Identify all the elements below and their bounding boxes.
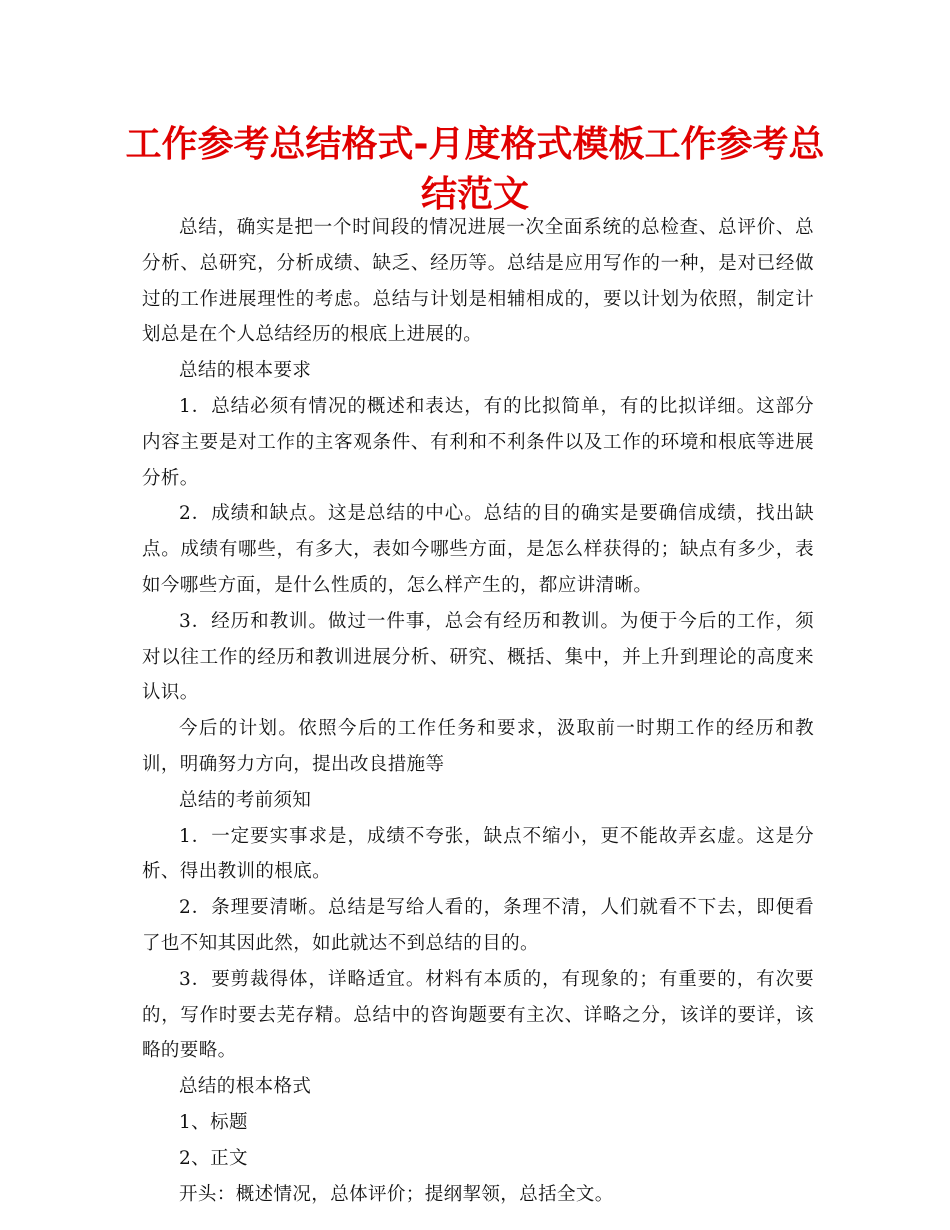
paragraph-intro: 总结，确实是把一个时间段的情况进展一次全面系统的总检查、总评价、总分析、总研究，分析成绩、缺乏、经历等。总结是应用写作的一种，是对已经做过的工作进展理性的考虑。总结与计划是相辅相成的，要以计划为依照，制定计划总是在个人总结经历的根底上进展的。 xyxy=(142,217,814,346)
heading-precautions: 总结的考前须知 xyxy=(179,789,312,811)
paragraph-precaution-3: 3．要剪裁得体，详略适宜。材料有本质的，有现象的；有重要的，有次要的，写作时要去芜存精。总结中的咨询题要有主次、详略之分，该详的要详，该略的要略。 xyxy=(142,968,814,1062)
document-title: 工作参考总结格式-月度格式模板工作参考总结范文 xyxy=(125,124,825,215)
list-item-body: 2、正文 xyxy=(179,1147,248,1169)
list-item-title: 1、标题 xyxy=(179,1111,248,1133)
paragraph-opening: 开头：概述情况，总体评价；提纲挈领，总括全文。 xyxy=(179,1183,614,1205)
paragraph-precaution-1: 1．一定要实事求是，成绩不夸张，缺点不缩小，更不能故弄玄虚。这是分析、得出教训的根底。 xyxy=(142,825,814,883)
heading-basic-format: 总结的根本格式 xyxy=(179,1076,312,1098)
heading-basic-requirements: 总结的根本要求 xyxy=(179,360,312,382)
paragraph-requirement-3: 3．经历和教训。做过一件事，总会有经历和教训。为便于今后的工作，须对以往工作的经历和教训进展分析、研究、概括、集中，并上升到理论的高度来认识。 xyxy=(142,610,814,704)
document-body xyxy=(142,210,814,1212)
paragraph-requirement-1: 1．总结必须有情况的概述和表达，有的比拟简单，有的比拟详细。这部分内容主要是对工作的主客观条件、有利和不利条件以及工作的环境和根底等进展分析。 xyxy=(142,395,814,489)
paragraph-precaution-2: 2．条理要清晰。总结是写给人看的，条理不清，人们就看不下去，即便看了也不知其因此然，如此就达不到总结的目的。 xyxy=(142,897,814,954)
paragraph-requirement-2: 2．成绩和缺点。这是总结的中心。总结的目的确实是要确信成绩，找出缺点。成绩有哪些，有多大，表如今哪些方面，是怎么样获得的；缺点有多少，表如今哪些方面，是什么性质的，怎么样产生的，都应讲清晰。 xyxy=(142,503,814,596)
paragraph-future-plan: 今后的计划。依照今后的工作任务和要求，汲取前一时期工作的经历和教训，明确努力方向，提出改良措施等 xyxy=(142,718,814,775)
